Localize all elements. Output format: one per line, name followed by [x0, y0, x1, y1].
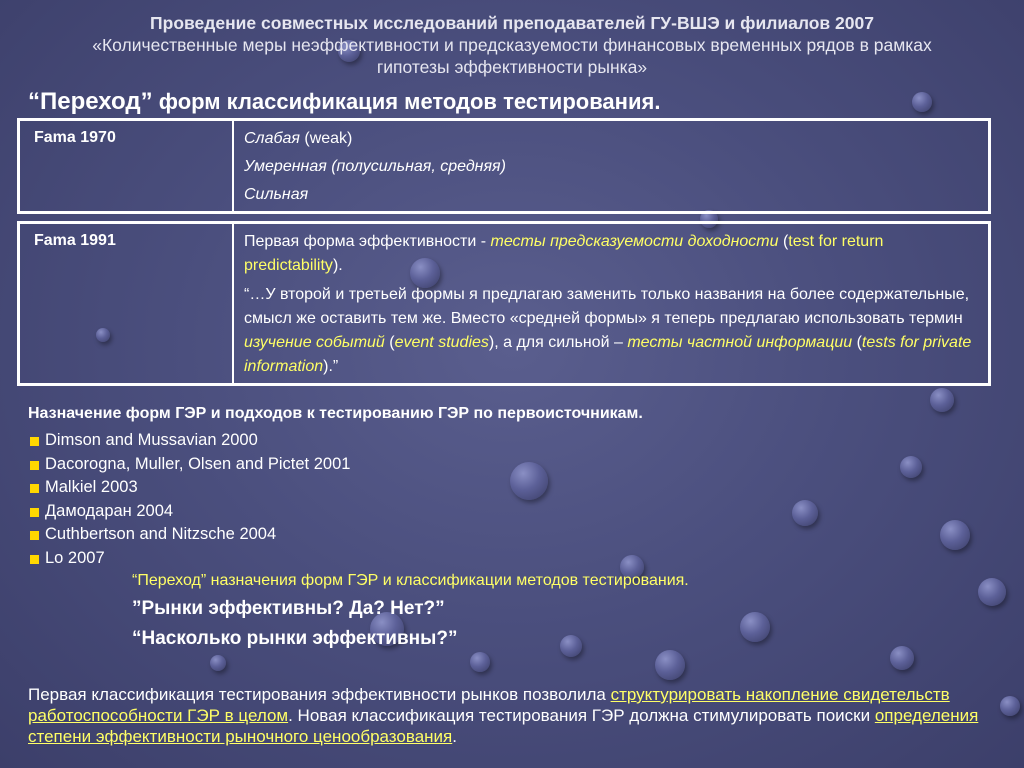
- p2-text: “…У второй и третьей формы я предлагаю заменить только названия на более содержательные, смысл же оставить тем же. Вместо «средней формы» я теперь предлагаю использовать термин: [244, 286, 970, 327]
- source-text: Cuthbertson and Nitzsche 2004: [45, 525, 277, 543]
- source-text: Lo 2007: [45, 548, 105, 567]
- p1-end: ).: [332, 257, 343, 274]
- form-weak: [244, 127, 980, 151]
- fama-1970-label: Fama 1970: [19, 120, 234, 213]
- fama-1970-forms: [233, 120, 990, 213]
- question-1: ”Рынки эффективны? Да? Нет?”: [132, 598, 445, 619]
- bullet-square-icon: [30, 508, 39, 517]
- list-item: [30, 500, 350, 524]
- bullet-square-icon: [30, 461, 39, 470]
- p1-term: тесты предсказуемости доходности: [490, 233, 779, 250]
- bg-sphere: [900, 456, 922, 478]
- fama-1991-table: [17, 221, 991, 386]
- p2-paren-1: (: [384, 334, 395, 351]
- conclusion-text-2: . Новая классификация тестирования ГЭР должна стимулировать поиски: [288, 706, 875, 725]
- header-line-3: гипотезы эффективности рынка»: [376, 57, 648, 77]
- p2-end: ).”: [323, 358, 339, 375]
- form-semistrong-text: Умеренная (полусильная, средняя): [244, 158, 506, 175]
- source-text: Dacorogna, Muller, Olsen and Pictet 2001: [45, 454, 351, 473]
- p1-paren: (: [778, 233, 789, 250]
- transition-note: “Переход” назначения форм ГЭР и классификации методов тестирования.: [132, 572, 689, 589]
- form-strong: [244, 183, 980, 207]
- paragraph-1: [244, 230, 980, 278]
- source-text: Malkiel 2003: [45, 478, 138, 496]
- form-strong-text: Сильная: [244, 186, 309, 203]
- header-line-2: «Количественные меры неэффективности и предсказуемости финансовых временных рядов в рамках: [92, 35, 932, 55]
- p2-term-private: тесты частной информации: [627, 334, 853, 351]
- form-weak-ru: Слабая: [244, 130, 300, 147]
- bg-sphere: [655, 650, 685, 680]
- source-text: Дамодаран 2004: [45, 501, 174, 520]
- sources-list: [30, 429, 350, 570]
- p2-english-private: tests for private information: [244, 334, 972, 375]
- bg-sphere: [912, 92, 932, 112]
- slide-title: [28, 88, 660, 116]
- bg-sphere: [560, 635, 582, 657]
- p1-text: Первая форма эффективности -: [244, 233, 491, 250]
- conclusion-highlight-2: определения степени эффективности рыночного ценообразования: [28, 706, 979, 746]
- bg-sphere: [510, 462, 548, 500]
- bg-sphere: [470, 652, 490, 672]
- bullet-square-icon: [30, 437, 39, 446]
- bg-sphere: [210, 655, 226, 671]
- bullet-square-icon: [30, 531, 39, 540]
- list-item: [30, 429, 350, 453]
- bg-sphere: [930, 388, 954, 412]
- bg-sphere: [890, 646, 914, 670]
- source-text: Dimson and Mussavian 2000: [45, 431, 258, 449]
- p2-text-2: ), а для сильной –: [488, 334, 628, 351]
- bg-sphere: [978, 578, 1006, 606]
- title-quoted: “Переход”: [28, 88, 153, 115]
- list-item: [30, 476, 350, 500]
- list-item: [30, 547, 350, 571]
- bg-sphere: [792, 500, 818, 526]
- fama-1970-table: [17, 118, 991, 214]
- sources-heading: Назначение форм ГЭР и подходов к тестированию ГЭР по первоисточникам.: [28, 405, 643, 422]
- header-line-1: Проведение совместных исследований преподавателей ГУ-ВШЭ и филиалов 2007: [150, 13, 874, 33]
- conclusion-highlight-1: структурировать накопление свидетельств работоспособности ГЭР в целом: [28, 685, 950, 725]
- question-2: “Насколько рынки эффективны?”: [132, 628, 458, 649]
- bullet-square-icon: [30, 484, 39, 493]
- paragraph-2: [244, 283, 980, 379]
- form-semistrong: [244, 155, 980, 179]
- p2-term-events: изучение событий: [244, 334, 385, 351]
- list-item: [30, 453, 350, 477]
- list-item: [30, 523, 350, 547]
- bullet-square-icon: [30, 555, 39, 564]
- fama-1991-label: Fama 1991: [19, 223, 234, 385]
- bg-sphere: [940, 520, 970, 550]
- fama-1991-text: [233, 223, 990, 385]
- slide-header: [0, 12, 1024, 78]
- bg-sphere: [740, 612, 770, 642]
- p1-english-term: test for return predictability: [244, 233, 884, 274]
- bg-sphere: [1000, 696, 1020, 716]
- p2-english-events: event studies: [394, 334, 489, 351]
- conclusion-paragraph: [28, 684, 988, 747]
- conclusion-text-1: Первая классификация тестирования эффективности рынков позволила: [28, 685, 611, 704]
- title-rest: форм классификация методов тестирования.: [152, 89, 661, 114]
- p2-paren-2: (: [852, 334, 862, 351]
- form-weak-en: (weak): [299, 130, 353, 147]
- conclusion-end: .: [452, 727, 457, 746]
